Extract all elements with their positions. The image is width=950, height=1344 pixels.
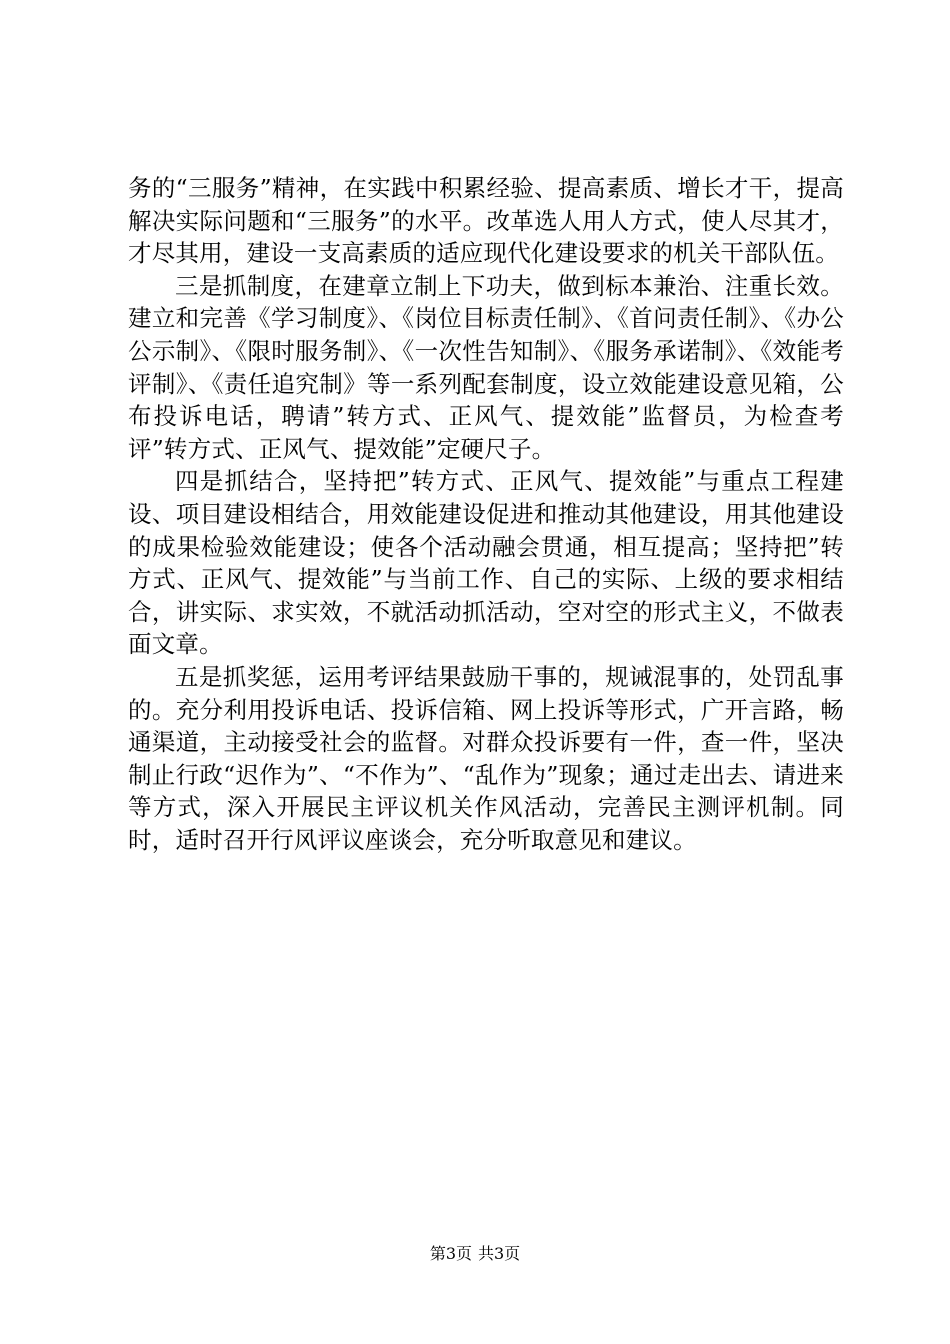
paragraph-integration: 四是抓结合，坚持把”转方式、正风气、提效能”与重点工程建设、项目建设相结合，用效能建设促进和推动其他建设，用其他建设的成果检验效能建设；使各个活动融会贯通，相互提高；坚持把”转方式、正风气、提效能”与当前工作、自己的实际、上级的要求相结合，讲实际、求实效，不就活动抓活动，空对空的形式主义，不做表面文章。	[128, 467, 844, 659]
document-body	[128, 172, 844, 856]
page-footer	[0, 1244, 950, 1264]
page-number-total: 共3页	[478, 1244, 521, 1263]
paragraph-continuation: 务的“三服务”精神，在实践中积累经验、提高素质、增长才干，提高解决实际问题和“三服务”的水平。改革选人用人方式，使人尽其才，才尽其用，建设一支高素质的适应现代化建设要求的机关干部队伍。	[128, 174, 844, 268]
paragraph-institutions: 三是抓制度，在建章立制上下功夫，做到标本兼治、注重长效。建立和完善《学习制度》、《岗位目标责任制》、《首问责任制》、《办公公示制》、《限时服务制》、《一次性告知制》、《服务承诺制》、《效能考评制》、《责任追究制》等一系列配套制度，设立效能建设意见箱，公布投诉电话，聘请”转方式、正风气、提效能”监督员，为检查考评”转方式、正风气、提效能”定硬尺子。	[128, 271, 844, 463]
page-number-current: 第3页	[429, 1244, 472, 1263]
paragraph-rewards-penalties: 五是抓奖惩，运用考评结果鼓励干事的，规诫混事的，处罚乱事的。充分利用投诉电话、投诉信箱、网上投诉等形式，广开言路，畅通渠道，主动接受社会的监督。对群众投诉要有一件，查一件，坚决制止行政“迟作为”、“不作为”、“乱作为”现象；通过走出去、请进来等方式，深入开展民主评议机关作风活动，完善民主测评机制。同时，适时召开行风评议座谈会，充分听取意见和建议。	[128, 662, 844, 854]
